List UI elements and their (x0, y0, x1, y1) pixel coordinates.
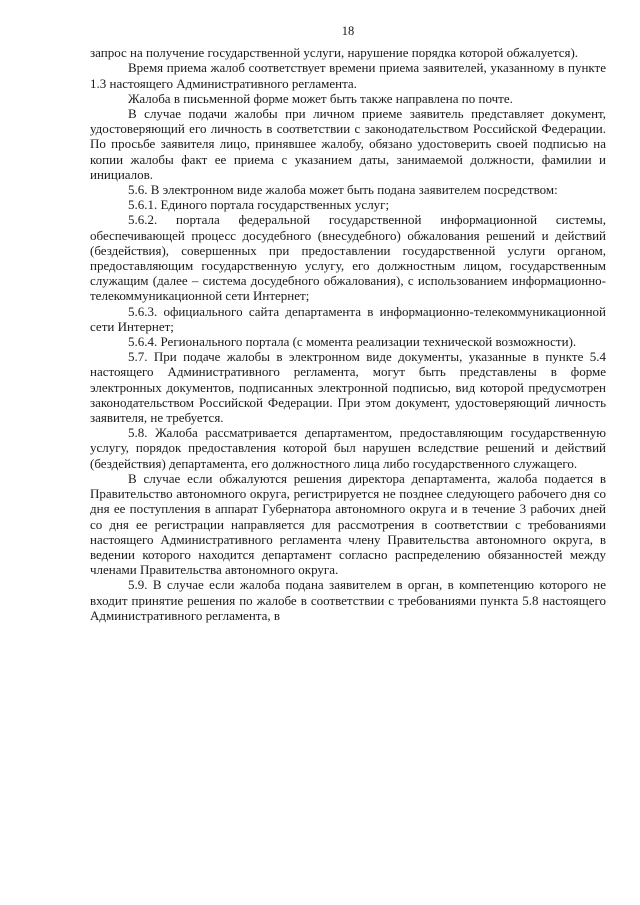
paragraph: запрос на получение государственной услуги, нарушение порядка которой обжалуется). (90, 45, 579, 61)
paragraph: 5.9. В случае если жалоба подана заявителем в орган, в компетенцию которого не входит принятие решения по жалобе в соответствии с требованиями пункта 5.8 настоящего Административного регламента, в (90, 577, 606, 623)
paragraph: 5.6.2. портала федеральной государственной информационной системы, обеспечивающей процесс досудебного (внесудебного) обжалования решений и действий (бездействия), совершенных при предоставлении государственной услуги органом, предоставляющим государственную услугу, его должностным лицом, государственным служащим (далее – система досудебного обжалования), с использованием информационно-телекоммуникационной сети Интернет; (90, 212, 606, 304)
document-page (90, 24, 606, 623)
page-number: 18 (341, 24, 355, 38)
paragraph: Время приема жалоб соответствует времени приема заявителей, указанному в пункте 1.3 настоящего Административного регламента. (90, 60, 606, 91)
paragraph: 5.6.4. Регионального портала (с момента реализации технической возможности). (128, 334, 577, 350)
paragraph: 5.6.1. Единого портала государственных услуг; (128, 197, 390, 213)
paragraph: 5.7. При подаче жалобы в электронном виде документы, указанные в пункте 5.4 настоящего Административного регламента, могут быть представлены в форме электронных документов, подписанных электронной подписью, вид которой предусмотрен законодательством Российской Федерации. При этом документ, удостоверяющий личность заявителя, не требуется. (90, 349, 606, 426)
paragraph: 5.6.3. официального сайта департамента в информационно-телекоммуникационной сети Интернет; (90, 303, 606, 334)
paragraph: Жалоба в письменной форме может быть также направлена по почте. (128, 90, 513, 106)
paragraph: 5.8. Жалоба рассматривается департаментом, предоставляющим государственную услугу, порядок предоставления которой был нарушен вследствие решений и действий (бездействия) департамента, его должностного лица либо государственного служащего. (90, 425, 606, 471)
paragraph: В случае подачи жалобы при личном приеме заявитель представляет документ, удостоверяющий его личность в соответствии с законодательством Российской Федерации. По просьбе заявителя лицо, принявшее жалобу, обязано удостоверить своей подписью на копии жалобы факт ее приема с указанием даты, занимаемой должности, фамилии и инициалов. (90, 106, 606, 182)
paragraph: 5.6. В электронном виде жалоба может быть подана заявителем посредством: (128, 182, 558, 198)
paragraph: В случае если обжалуются решения директора департамента, жалоба подается в Правительство автономного округа, регистрируется не позднее следующего рабочего дня со дня ее поступления в аппарат Губернатора автономного округа и в течение 3 рабочих дней со дня ее регистрации направляется для рассмотрения в соответствии с требованиями настоящего Административного регламента члену Правительства автономного округа, в ведении которого находится департамент согласно распределению обязанностей между членами Правительства автономного округа. (90, 470, 606, 578)
